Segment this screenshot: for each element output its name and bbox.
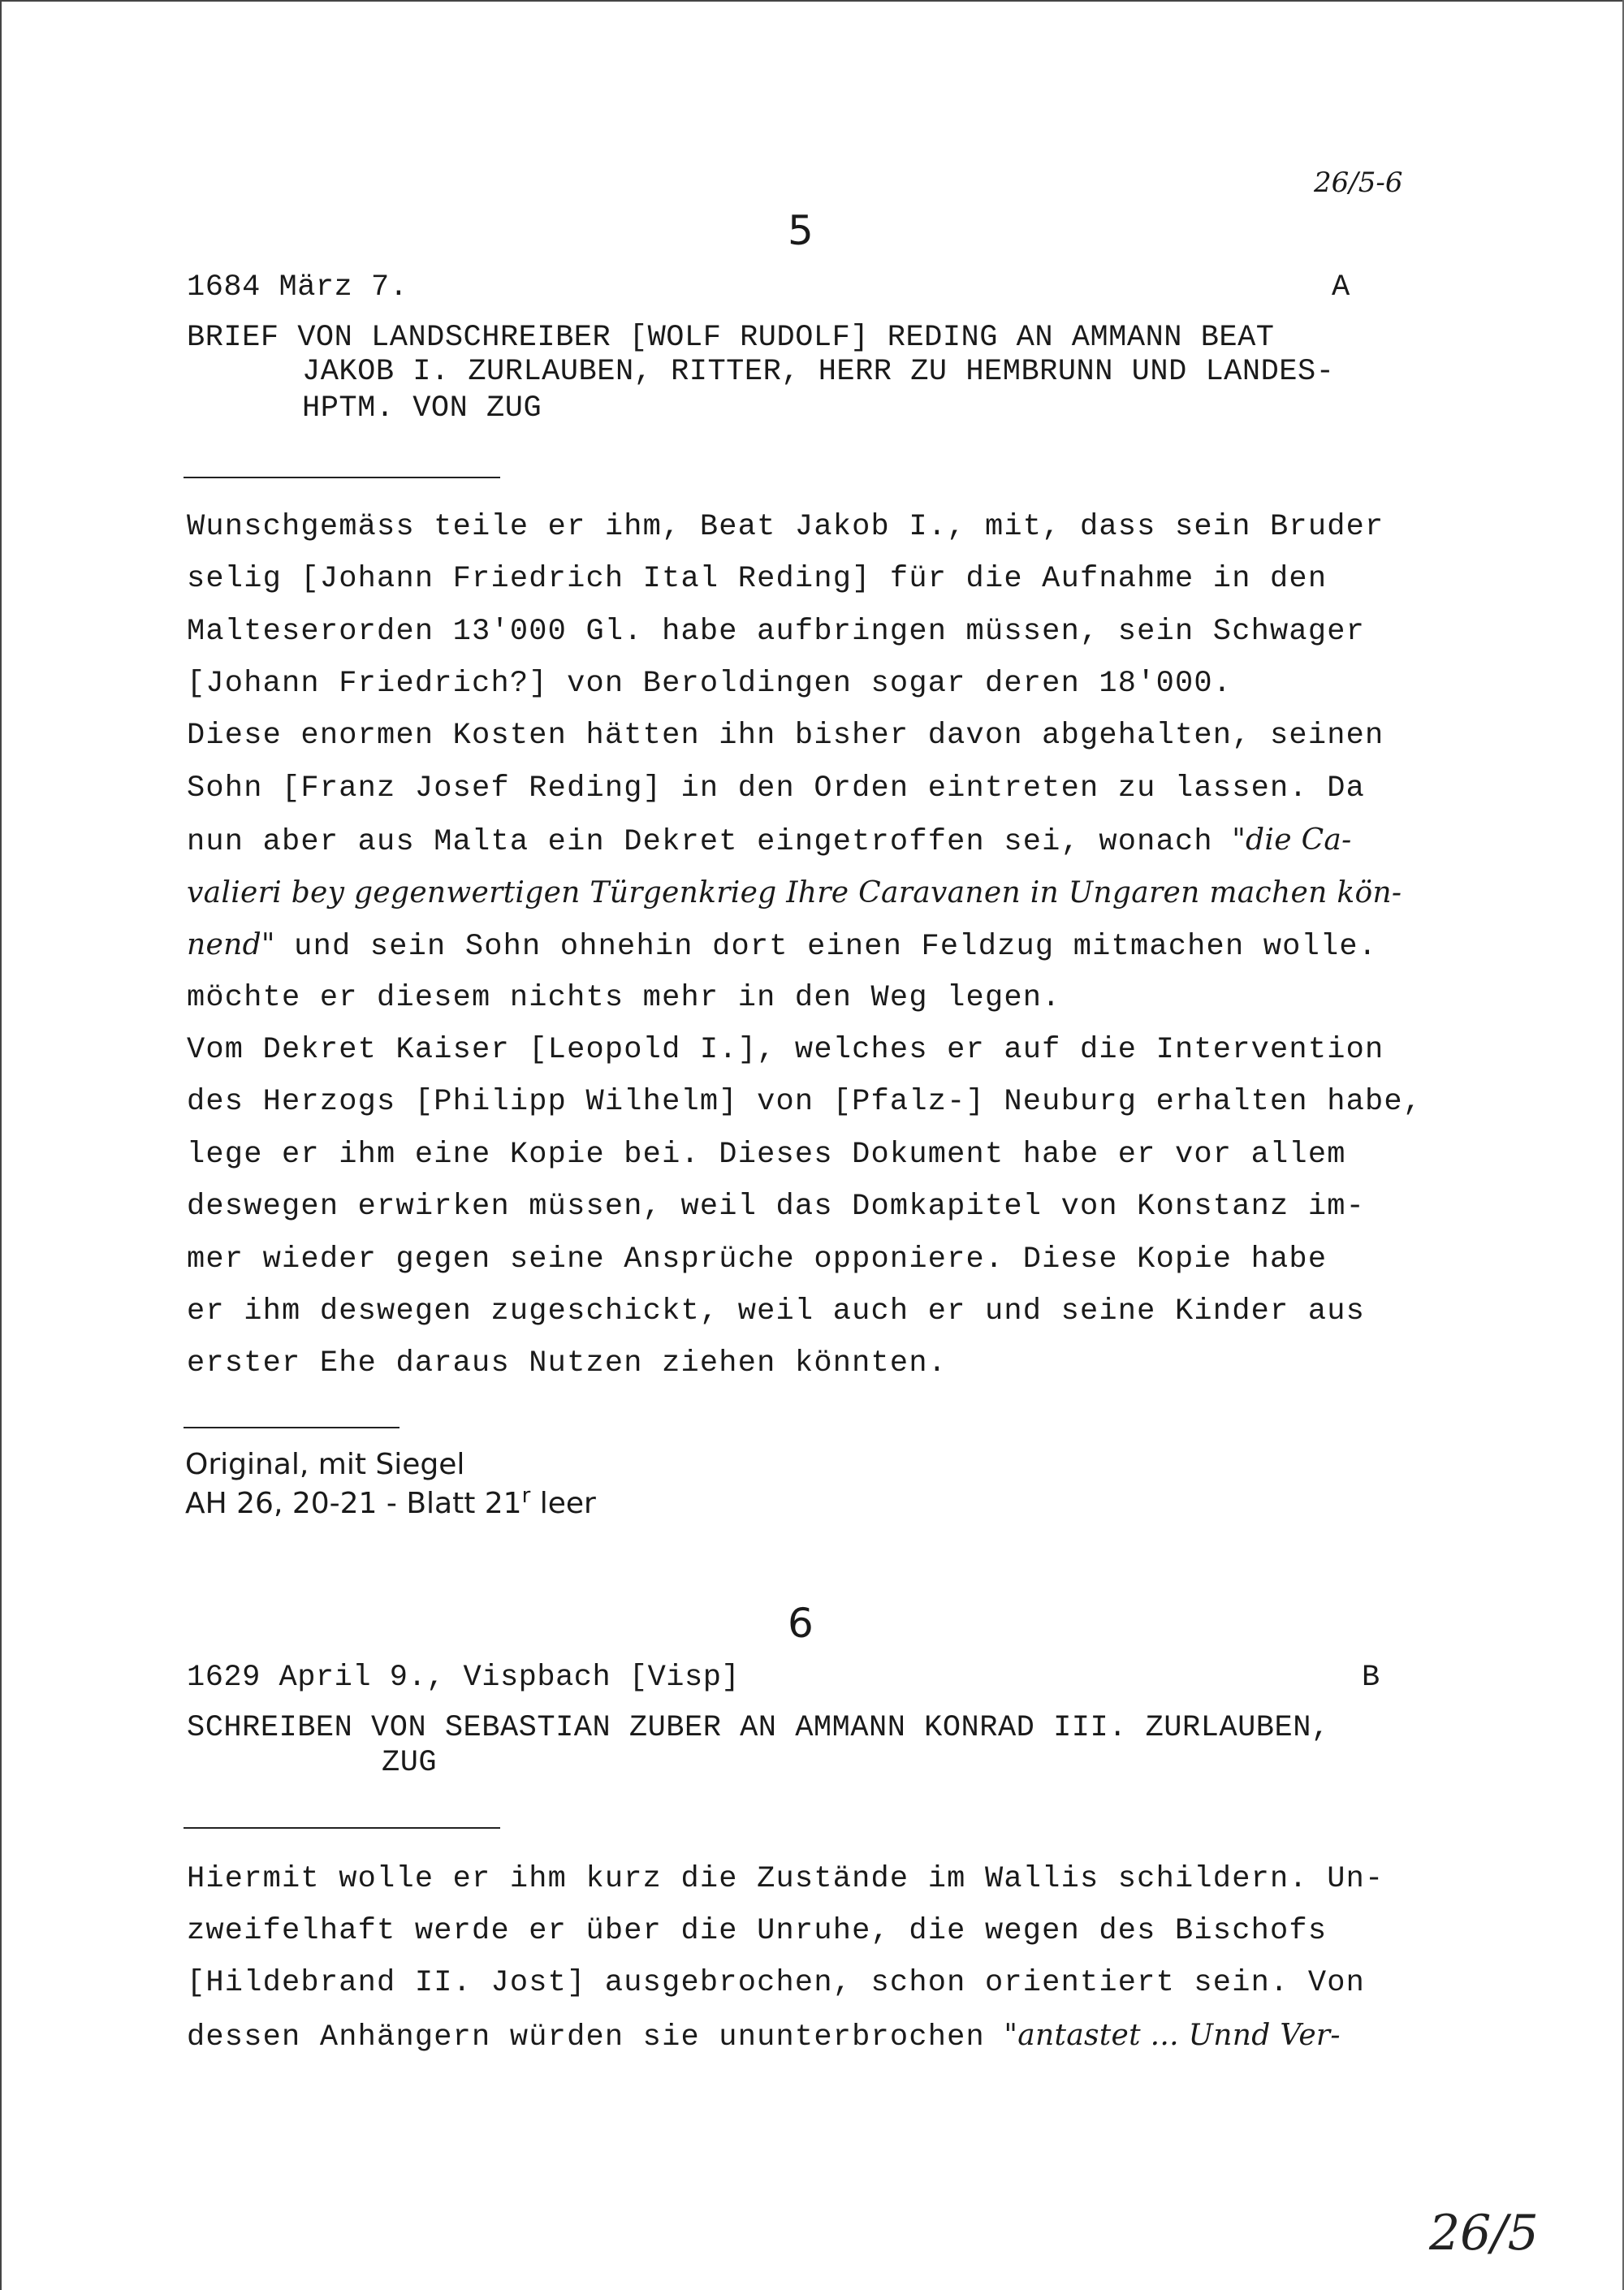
body-line	[187, 928, 1377, 964]
entry-title-line: SCHREIBEN VON SEBASTIAN ZUBER AN AMMANN KONRAD III. ZURLAUBEN,	[187, 1711, 1330, 1745]
entry-category: A	[1332, 270, 1350, 305]
entry-title-line: ZUG	[382, 1746, 438, 1780]
entry-title-line: BRIEF VON LANDSCHREIBER [WOLF RUDOLF] REDING AN AMMANN BEAT	[187, 321, 1275, 355]
body-line	[187, 2019, 1341, 2055]
body-line: des Herzogs [Philipp Wilhelm] von [Pfalz-] Neuburg erhalten habe,	[187, 1085, 1423, 1119]
source-text: AH 26, 20-21 - Blatt 21	[185, 1487, 522, 1520]
body-text: nun aber aus Malta ein Dekret eingetroffen sei, wonach	[187, 825, 1233, 859]
source-text: leer	[530, 1487, 596, 1520]
body-line: Vom Dekret Kaiser [Leopold I.], welches er auf die Intervention	[187, 1033, 1384, 1067]
entry-title-line: JAKOB I. ZURLAUBEN, RITTER, HERR ZU HEMBRUNN UND LANDES-	[302, 355, 1335, 389]
quote-text: "die Ca-	[1232, 823, 1352, 857]
body-line: Wunschgemäss teile er ihm, Beat Jakob I., mit, dass sein Bruder	[187, 510, 1384, 544]
quote-line: valieri bey gegenwertigen Türgenkrieg Ihre Caravanen in Ungaren machen kön-	[187, 876, 1402, 910]
divider	[184, 477, 500, 478]
body-text: und sein Sohn ohnehin dort einen Feldzug mitmachen wolle.	[274, 930, 1378, 964]
page-border-left	[0, 0, 2, 2290]
body-line: er ihm deswegen zugeschickt, weil auch er und seine Kinder aus	[187, 1294, 1366, 1329]
body-line: selig [Johann Friedrich Ital Reding] für die Aufnahme in den	[187, 562, 1328, 596]
body-line: Hiermit wolle er ihm kurz die Zustände im Wallis schildern. Un-	[187, 1862, 1384, 1896]
body-line: Malteserorden 13'000 Gl. habe aufbringen müssen, sein Schwager	[187, 615, 1366, 649]
body-line: [Johann Friedrich?] von Beroldingen sogar deren 18'000.	[187, 667, 1233, 701]
body-line: [Hildebrand II. Jost] ausgebrochen, schon orientiert sein. Von	[187, 1966, 1366, 2000]
entry-date: 1629 April 9., Vispbach [Visp]	[187, 1661, 741, 1695]
source-note: Original, mit Siegel	[185, 1448, 465, 1481]
page-border-top	[0, 0, 1624, 2]
handwritten-reference: 26/5	[1429, 2205, 1539, 2262]
body-line: zweifelhaft werde er über die Unruhe, die wegen des Bischofs	[187, 1914, 1328, 1948]
entry-number: 6	[788, 1600, 814, 1647]
entry-title-line: HPTM. VON ZUG	[302, 391, 542, 426]
divider	[184, 1827, 500, 1829]
entry-category: B	[1362, 1661, 1380, 1695]
entry-date: 1684 März 7.	[187, 270, 408, 305]
body-line	[187, 823, 1352, 859]
quote-text: nend"	[187, 928, 275, 961]
body-line: erster Ehe daraus Nutzen ziehen könnten.	[187, 1346, 948, 1380]
body-text: dessen Anhängern würden sie ununterbrochen	[187, 2020, 1004, 2055]
source-note	[185, 1484, 596, 1520]
divider	[184, 1427, 400, 1428]
body-line: mer wieder gegen seine Ansprüche opponiere. Diese Kopie habe	[187, 1242, 1328, 1277]
body-line: möchte er diesem nichts mehr in den Weg legen.	[187, 981, 1061, 1015]
entry-number: 5	[788, 207, 814, 254]
body-line: Diese enormen Kosten hätten ihn bisher davon abgehalten, seinen	[187, 719, 1384, 753]
body-line: deswegen erwirken müssen, weil das Domkapitel von Konstanz im-	[187, 1190, 1366, 1224]
page-reference: 26/5-6	[1314, 166, 1403, 199]
body-line: lege er ihm eine Kopie bei. Dieses Dokument habe er vor allem	[187, 1138, 1346, 1172]
superscript: r	[521, 1484, 531, 1508]
quote-text: "antastet ... Unnd Ver-	[1004, 2019, 1341, 2052]
body-line: Sohn [Franz Josef Reding] in den Orden eintreten zu lassen. Da	[187, 771, 1366, 806]
